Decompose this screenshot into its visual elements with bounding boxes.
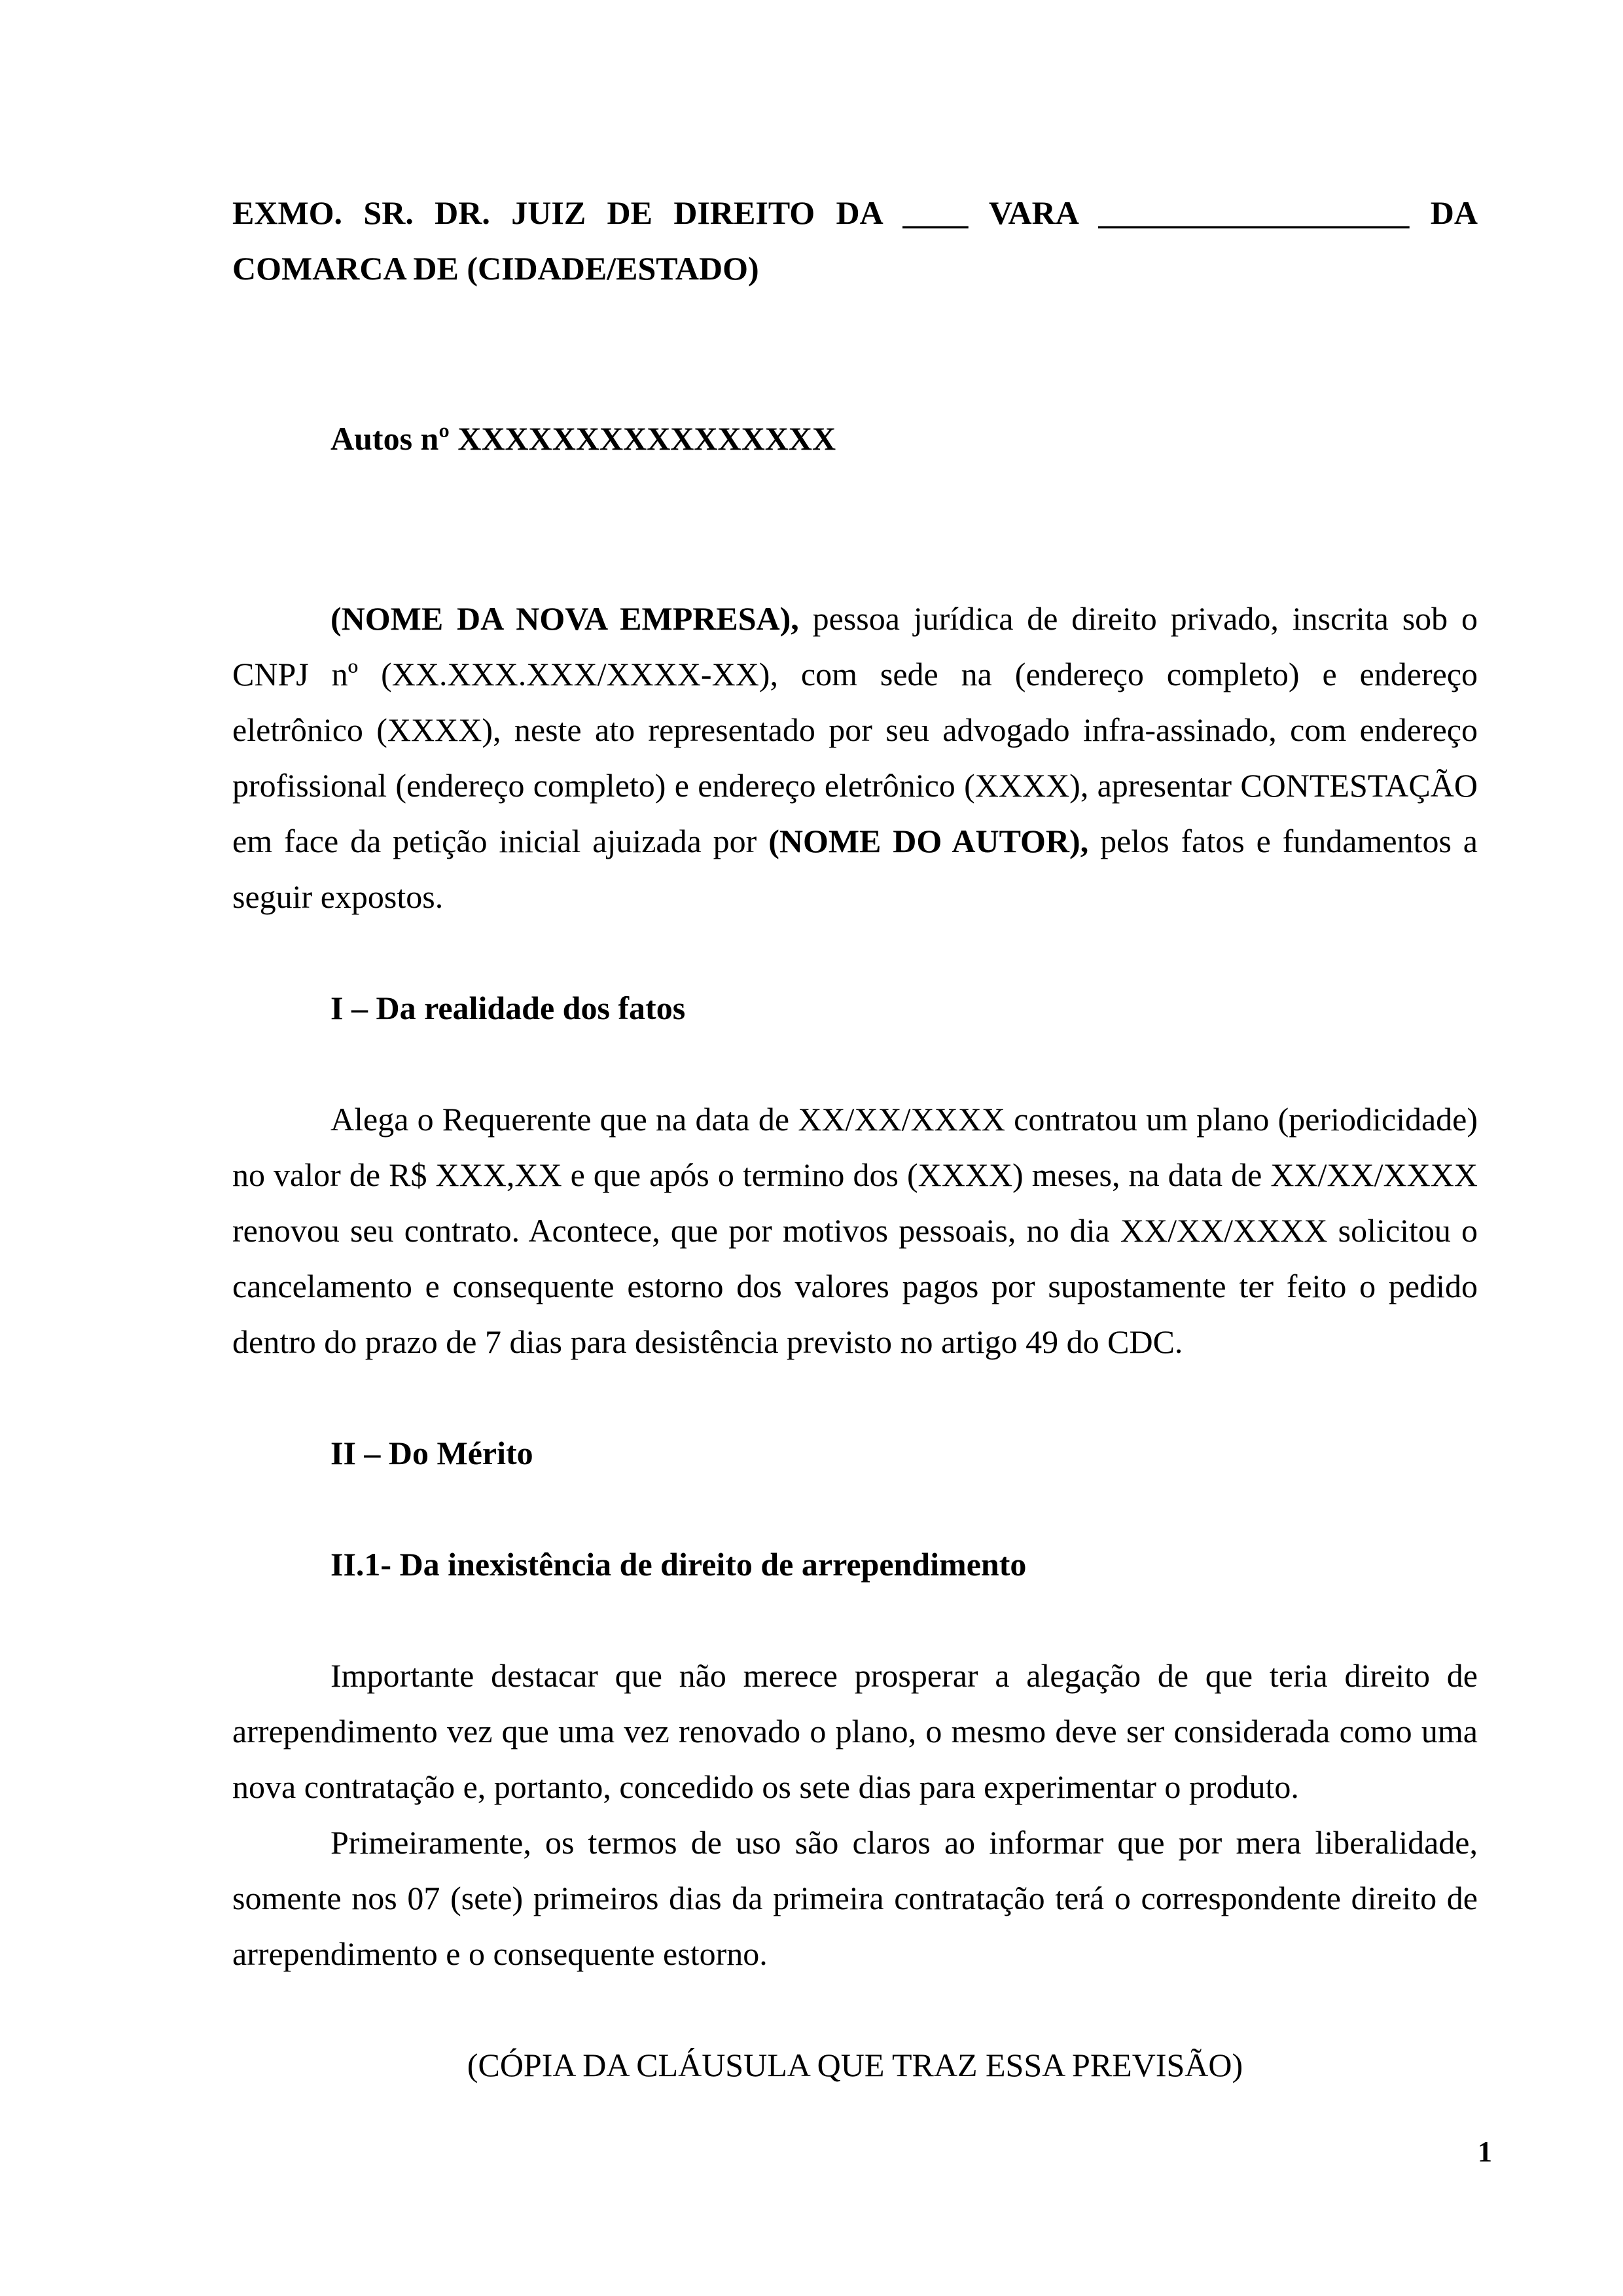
clause-copy-note: (CÓPIA DA CLÁUSULA QUE TRAZ ESSA PREVISÃO) — [467, 2047, 1243, 2083]
facts-paragraph: Alega o Requerente que na data de XX/XX/XXXX contratou um plano (periodicidade) no valor de R$ XXX,XX e que após o termino dos (XXXX) meses, na data de XX/XX/XXXX renovou seu contrato. Acontece, que por motivos pessoais, no dia XX/XX/XXXX solicitou o cancelamento e consequente estorno dos valores pagos por supostamente ter feito o pedido dentro do prazo de 7 dias para desistência previsto no artigo 49 do CDC. — [232, 1101, 1478, 1360]
court-header: EXMO. SR. DR. JUIZ DE DIREITO DA ____ VARA ___________________ DA COMARCA DE (CIDADE/ESTADO) — [232, 194, 1478, 287]
merits-paragraph-2: Primeiramente, os termos de uso são claros ao informar que por mera liberalidade, somente nos 07 (sete) primeiros dias da primeira contratação terá o correspondente direito de arrependimento e o consequente estorno. — [232, 1824, 1478, 1972]
merits-paragraph-1: Importante destacar que não merece prosperar a alegação de que teria direito de arrependimento vez que uma vez renovado o plano, o mesmo deve ser considerada como uma nova contratação e, portanto, concedido os sete dias para experimentar o produto. — [232, 1657, 1478, 1805]
section-heading-merits: II – Do Mérito — [330, 1435, 533, 1471]
case-number-line: Autos nº XXXXXXXXXXXXXXXX — [330, 420, 836, 457]
defendant-name-placeholder: (NOME DA NOVA EMPRESA), — [330, 600, 799, 637]
intro-body-part-1: pessoa jurídica de direito privado, inscrita sob o CNPJ nº (XX.XXX.XXX/XXXX-XX), com sede na (endereço completo) e endereço eletrônico (XXXX), neste ato representado por seu advogado infra-assinado, com endereço profissional (endereço completo) e endereço eletrônico (XXXX), apresentar CONTESTAÇÃO em face da petição inicial ajuizada por — [232, 600, 1478, 859]
page-number: 1 — [1478, 2136, 1492, 2168]
section-subheading-no-regret-right: II.1- Da inexistência de direito de arrependimento — [330, 1546, 1027, 1583]
section-heading-facts: I – Da realidade dos fatos — [330, 990, 686, 1026]
plaintiff-name-placeholder: (NOME DO AUTOR), — [768, 823, 1089, 859]
intro-paragraph — [232, 591, 1478, 925]
intro-body-part-2: pelos fatos e fundamentos a seguir expostos. — [232, 823, 1478, 915]
